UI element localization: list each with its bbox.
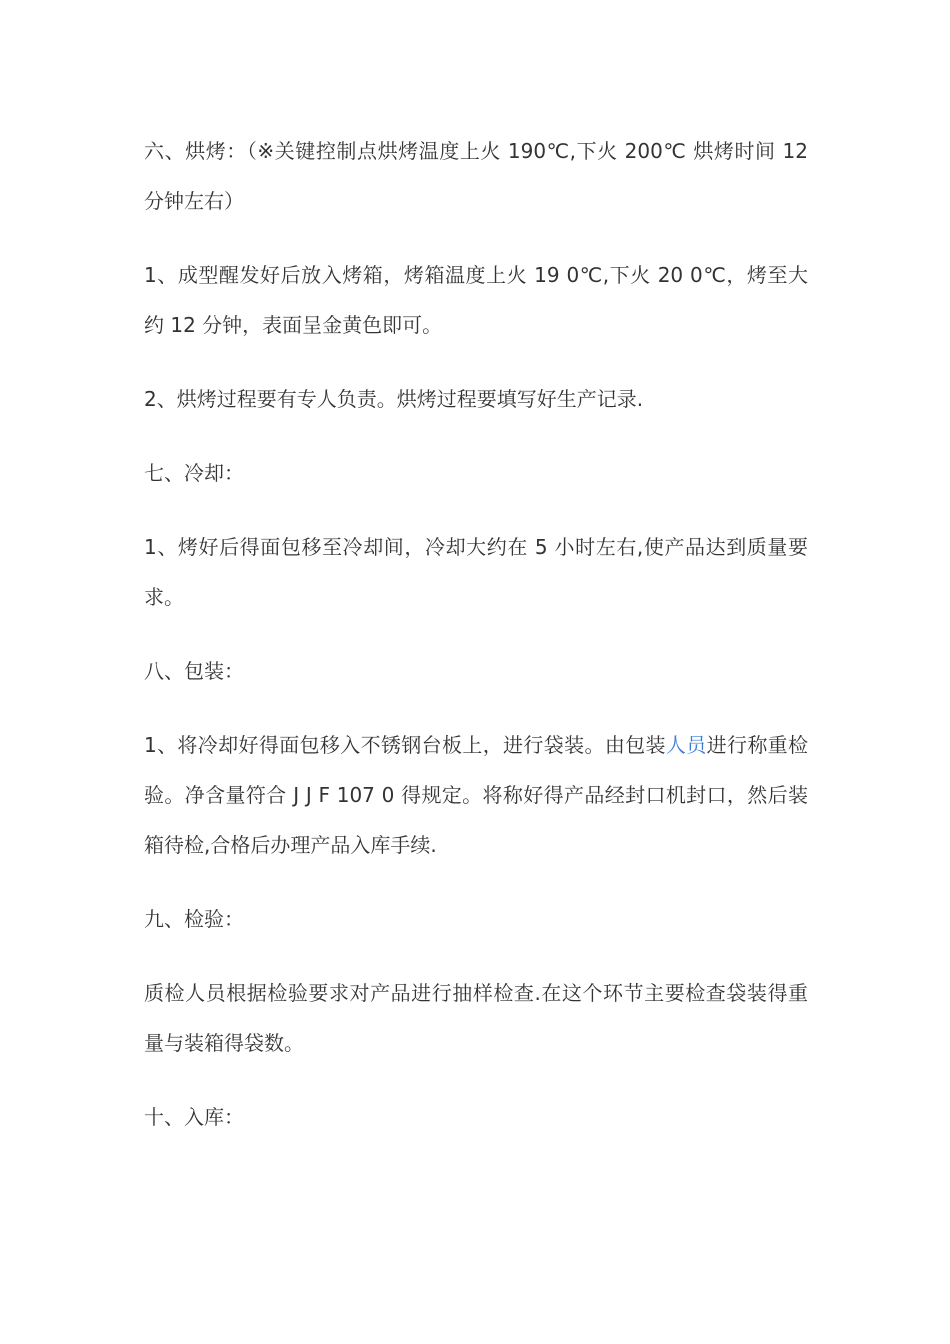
baking-step-2: 2、烘烤过程要有专人负责。烘烤过程要填写好生产记录. xyxy=(144,387,644,411)
section-baking-heading: 六、烘烤：（※关键控制点烘烤温度上火 190℃,下火 200℃ 烘烤时间 12 分钟左右） xyxy=(144,139,808,213)
inspection-text: 质检人员根据检验要求对产品进行抽样检查.在这个环节主要检查袋装得重量与装箱得袋数。 xyxy=(144,981,808,1055)
document-body xyxy=(144,126,808,1166)
packaging-step-1-part-b: 进行称重检验。净含量符合 J J F 107 0 得规定。将称好得产品经封口机封口，然后装箱待检,合格后办理产品入库手续. xyxy=(144,733,809,857)
packaging-step-1-part-a: 1、将冷却好得面包移入不锈钢台板上，进行袋装。由包装 xyxy=(144,733,666,757)
cooling-step-1: 1、烤好后得面包移至冷却间，冷却大约在 5 小时左右,使产品达到质量要求。 xyxy=(144,535,808,609)
personnel-link[interactable]: 人员 xyxy=(665,733,707,757)
baking-step-1: 1、成型醒发好后放入烤箱，烤箱温度上火 19 0℃,下火 20 0℃，烤至大约 12 分钟，表面呈金黄色即可。 xyxy=(144,263,808,337)
section-cooling-heading: 七、冷却： xyxy=(144,461,244,485)
section-inspection-heading: 九、检验： xyxy=(144,907,244,931)
packaging-step-1 xyxy=(144,720,808,870)
section-storage-heading: 十、入库： xyxy=(144,1105,244,1129)
section-packaging-heading: 八、包装： xyxy=(144,659,244,683)
